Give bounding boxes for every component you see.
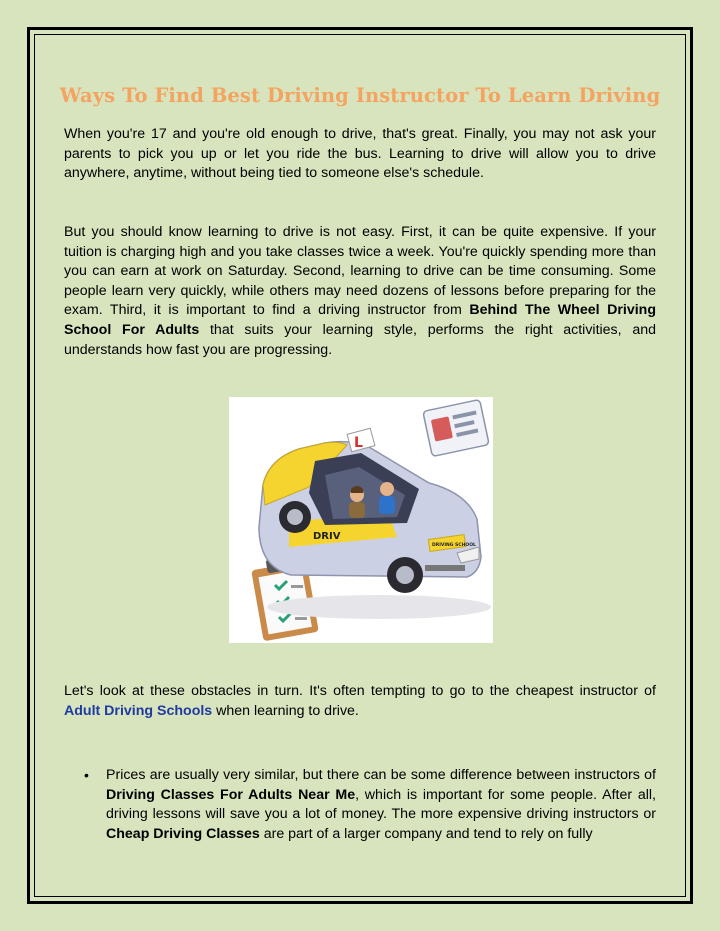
car-door-text: DRIV: [313, 531, 341, 542]
obstacles-paragraph: [64, 682, 656, 721]
bullet-text-part: are part of a larger company and tend to rely on fully: [259, 825, 593, 842]
hood-sign-text: DRIVING SCHOOL: [432, 543, 476, 548]
intro-paragraph: When you're 17 and you're old enough to drive, that's great. Finally, you may not ask your parents to pick you up or let you ride the bus. Learning to drive will allow you to drive anywhere, anytime, without being tied to someone else's schedule.: [64, 126, 656, 182]
car-illustration-svg: [229, 397, 493, 643]
paragraph-text: But you should know learning to drive is not easy. First, it can be quite expensive. If your tuition is charging high and you take classes twice a week. You're quickly spending more than you can earn at work on Saturday. Second, learning to drive can be time consuming. Some people learn very quickly, while others may need dozens of lessons before preparing for the exam. Third, it is important to find a driving instructor from: [64, 224, 656, 319]
difficulty-paragraph: [64, 223, 656, 360]
paragraph-text: Let's look at these obstacles in turn. It's often tempting to go to the cheapest instructor of: [64, 683, 656, 699]
paragraph-text: when learning to drive.: [212, 702, 359, 719]
school-name-bold: Behind The Wheel Driving School For Adults: [64, 302, 657, 338]
adult-driving-schools-link[interactable]: Adult Driving Schools: [64, 702, 213, 719]
bold-phrase-near-me: Driving Classes For Adults Near Me: [106, 786, 356, 803]
license-card-icon: [423, 399, 489, 456]
learner-sign-text: L: [354, 435, 363, 451]
paragraph-text: that suits your learning style, performs the right activities, and understands how fast you are progressing.: [64, 321, 657, 358]
list-item: [64, 766, 656, 844]
bullet-icon: •: [84, 767, 89, 783]
bullet-text-part: Prices are usually very similar, but there can be some difference between instructors of: [106, 767, 656, 783]
bullet-text: [106, 766, 656, 844]
driving-lesson-illustration: [229, 397, 493, 643]
bold-phrase-cheap-classes: Cheap Driving Classes: [106, 825, 260, 842]
page-title: Ways To Find Best Driving Instructor To Learn Driving: [59, 84, 661, 107]
bullet-text-part: , which is important for some people. After all, driving lessons will save you a lot of money. The more expensive driving instructors or: [106, 786, 656, 823]
